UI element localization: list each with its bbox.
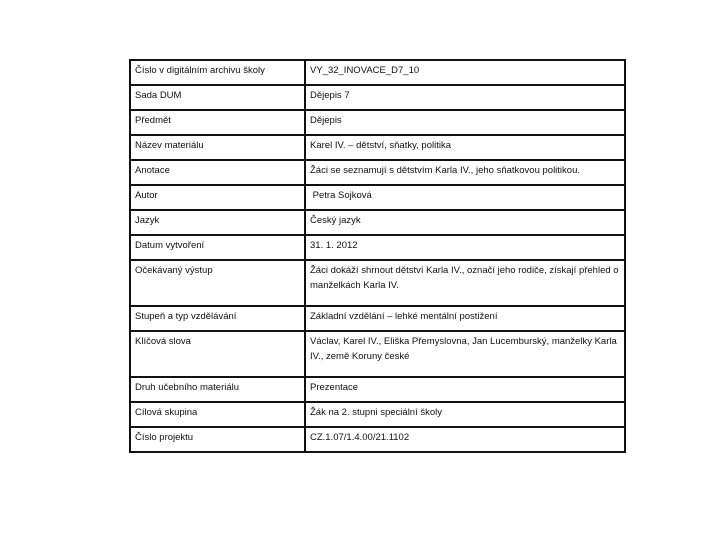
table-row-subject <box>130 110 625 135</box>
row-value-text: Václav, Karel IV., Eliška Přemyslovna, Jan Lucemburský, manželky Karla IV., země Koruny české <box>310 336 620 362</box>
table-row-target-group <box>130 402 625 427</box>
row-value-text: Dějepis 7 <box>310 90 350 101</box>
material-info-table <box>129 59 626 453</box>
row-value-text: Prezentace <box>310 382 359 393</box>
row-label: Předmět <box>130 110 305 135</box>
row-value <box>305 135 625 160</box>
row-value <box>305 260 625 306</box>
table-row-creation-date <box>130 235 625 260</box>
row-value-text: Žák na 2. stupni speciální školy <box>310 407 443 418</box>
row-label: Klíčová slova <box>130 331 305 377</box>
table-row-material-type <box>130 377 625 402</box>
row-label: Očekávaný výstup <box>130 260 305 306</box>
row-value-text: Žáci se seznamují s dětstvím Karla IV., jeho sňatkovou politikou. <box>310 165 581 176</box>
row-label: Datum vytvoření <box>130 235 305 260</box>
table-row-expected-outcome <box>130 260 625 306</box>
row-label: Cílová skupina <box>130 402 305 427</box>
row-label: Autor <box>130 185 305 210</box>
row-value-text: Základní vzdělání – lehké mentální postižení <box>310 311 498 322</box>
row-label: Název materiálu <box>130 135 305 160</box>
row-value <box>305 402 625 427</box>
table-row-material-name <box>130 135 625 160</box>
row-label: Sada DUM <box>130 85 305 110</box>
row-value <box>305 235 625 260</box>
row-value-text: VY_32_INOVACE_D7_10 <box>310 65 420 76</box>
row-value <box>305 306 625 331</box>
row-value-text: 31. 1. 2012 <box>310 240 358 251</box>
table-row-keywords <box>130 331 625 377</box>
row-value <box>305 160 625 185</box>
table-row-author <box>130 185 625 210</box>
row-value <box>305 427 625 452</box>
row-value-text: Český jazyk <box>310 215 361 226</box>
row-value <box>305 210 625 235</box>
row-value-text: Žáci dokáží shrnout dětství Karla IV., označí jeho rodiče, získají přehled o manželkách Karla IV. <box>310 265 622 291</box>
table-row-project-number <box>130 427 625 452</box>
row-value <box>305 85 625 110</box>
row-value-text: CZ.1.07/1.4.00/21.1102 <box>310 432 410 443</box>
table-row-language <box>130 210 625 235</box>
table-row-archive-number <box>130 60 625 85</box>
row-value-text: Dějepis <box>310 115 342 126</box>
row-value <box>305 377 625 402</box>
row-label: Druh učebního materiálu <box>130 377 305 402</box>
row-label: Anotace <box>130 160 305 185</box>
row-label: Číslo v digitálním archivu školy <box>130 60 305 85</box>
row-label: Stupeň a typ vzdělávání <box>130 306 305 331</box>
row-label: Jazyk <box>130 210 305 235</box>
row-value <box>305 110 625 135</box>
row-value-text: Petra Sojková <box>310 190 372 201</box>
row-value <box>305 60 625 85</box>
table-row-annotation <box>130 160 625 185</box>
table-row-dum-set <box>130 85 625 110</box>
table-row-education-level <box>130 306 625 331</box>
row-value <box>305 331 625 377</box>
row-label: Číslo projektu <box>130 427 305 452</box>
row-value-text: Karel IV. – dětství, sňatky, politika <box>310 140 451 151</box>
row-value <box>305 185 625 210</box>
